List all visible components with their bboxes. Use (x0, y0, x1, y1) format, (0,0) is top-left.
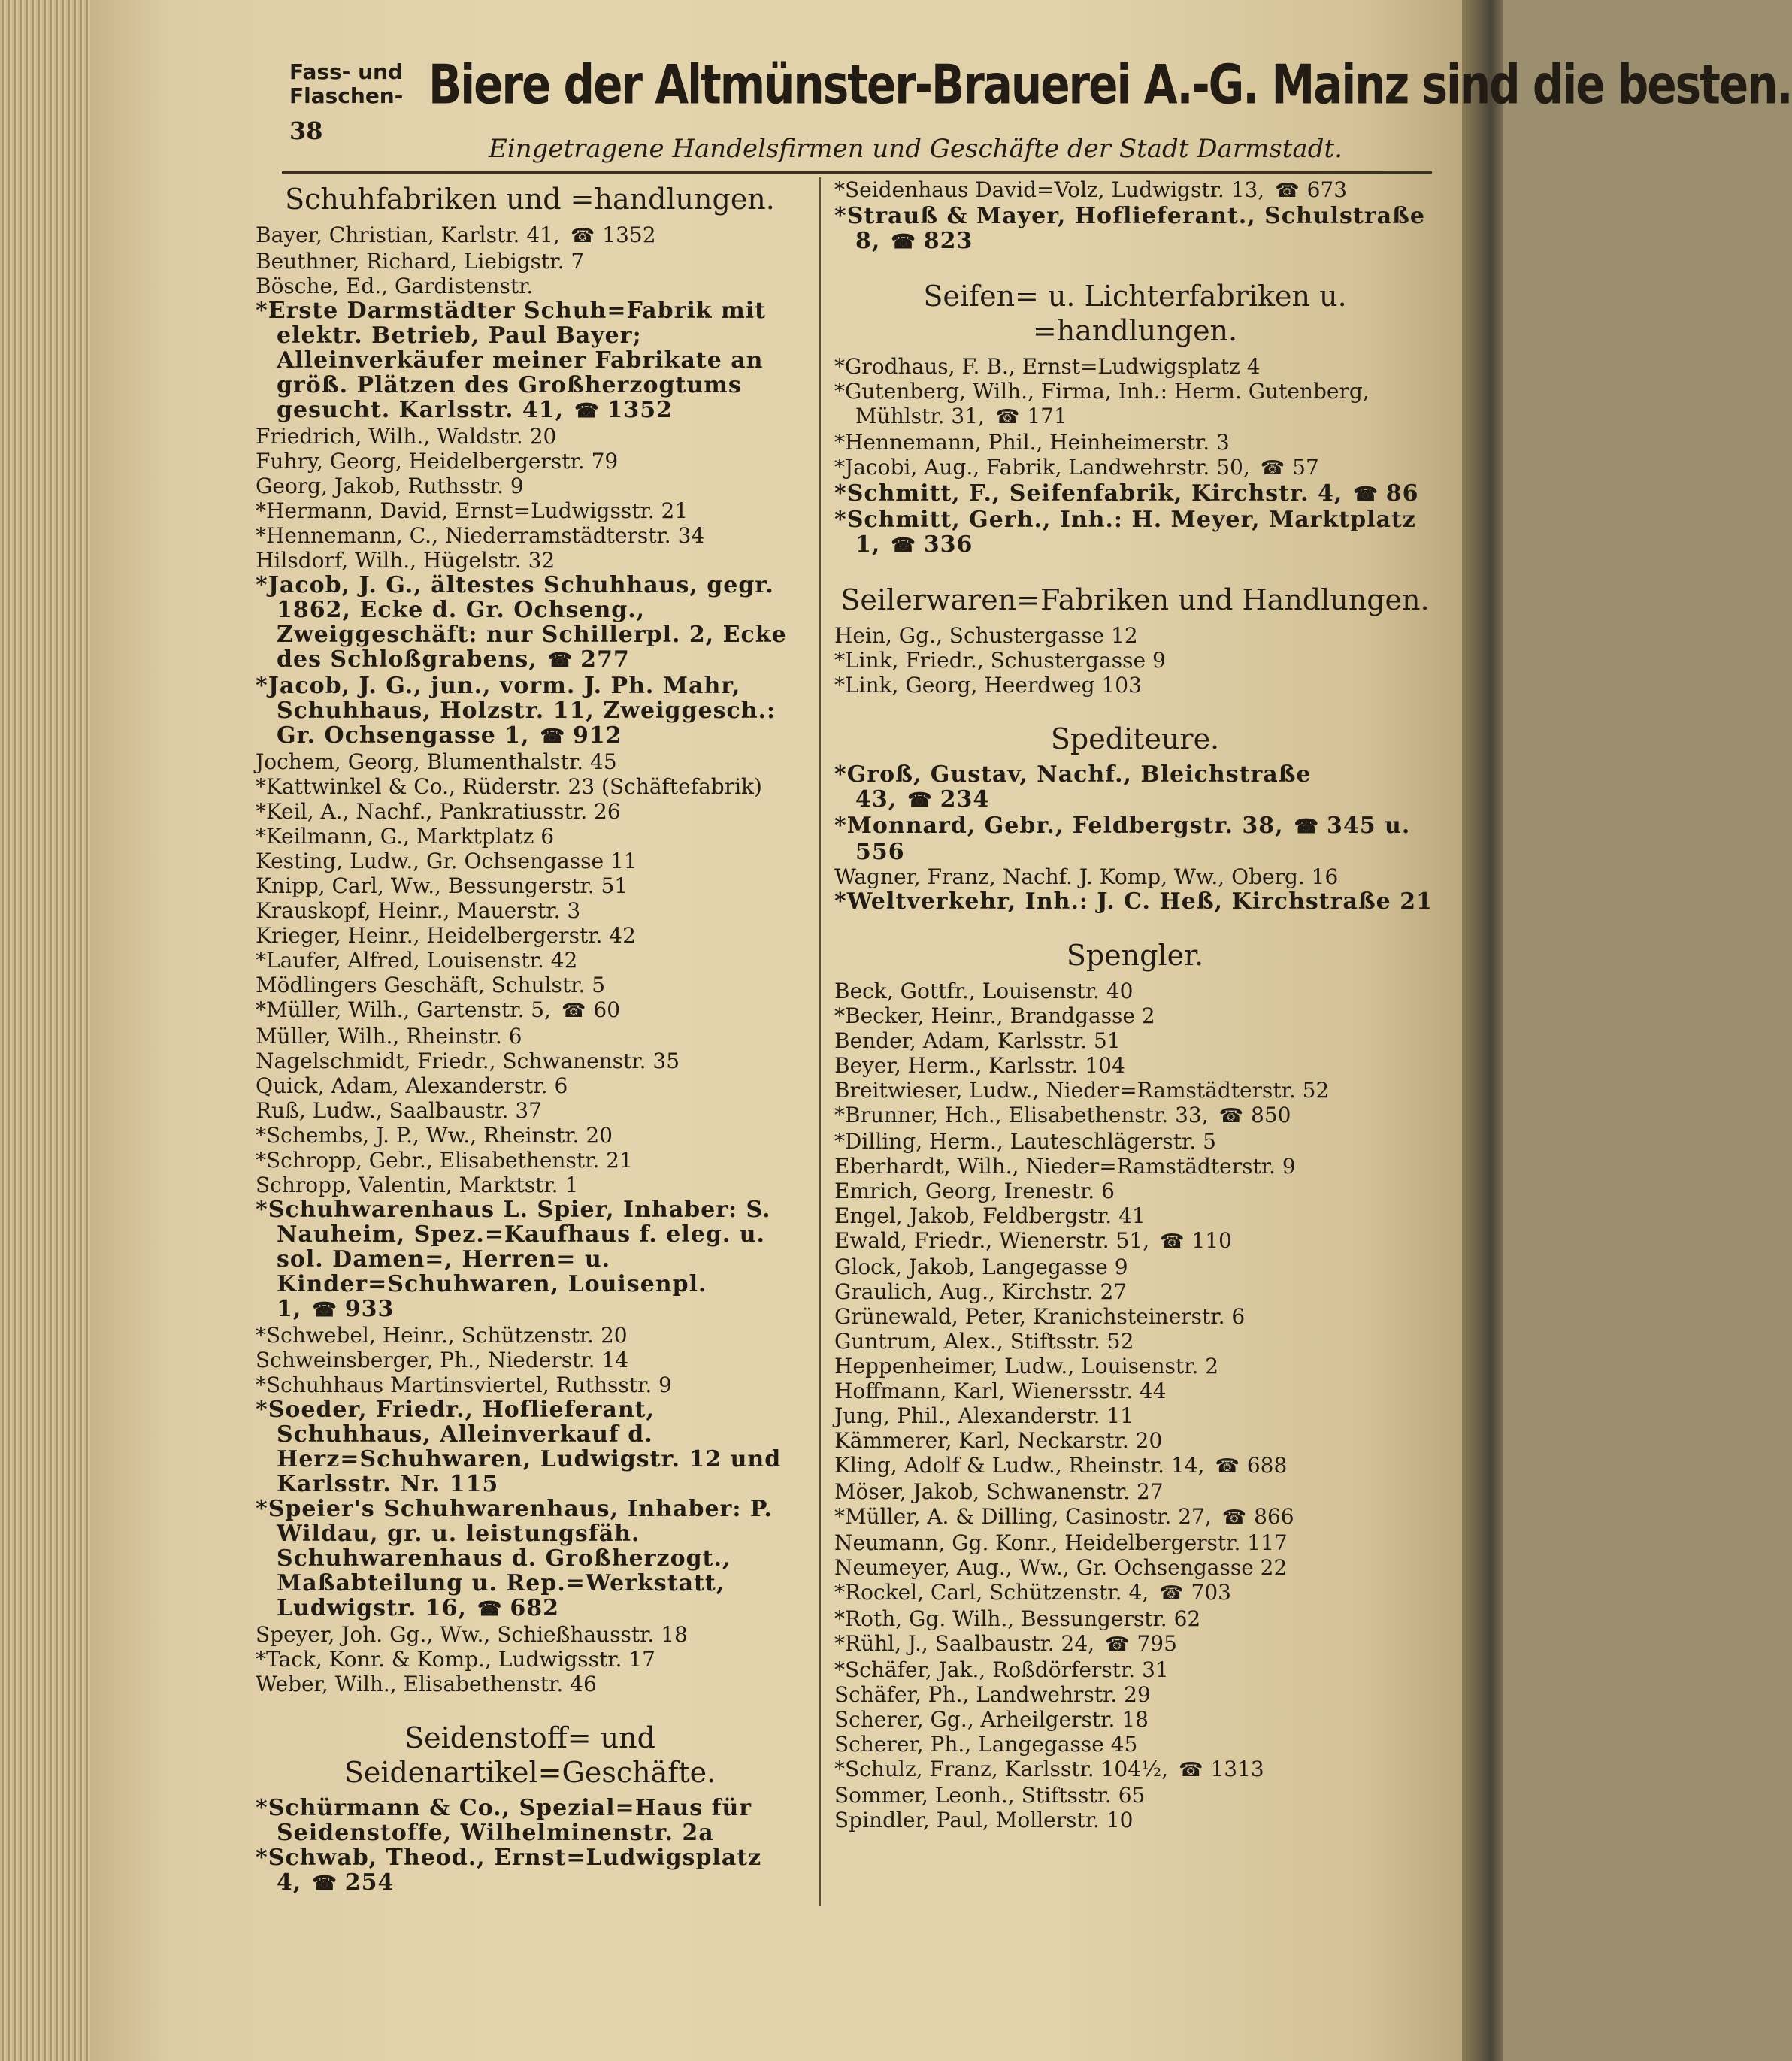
telephone-number: ☎ 933 (301, 1296, 394, 1322)
directory-entry (834, 1379, 1436, 1403)
section-heading: Seilerwaren=Fabriken und Handlungen. (840, 583, 1430, 616)
directory-entry (834, 1053, 1436, 1078)
brewery-advertisement: Biere der Altmünster-Brauerei A.-G. Mainz sind die besten. (428, 53, 1792, 117)
entry-text: Emrich, Georg, Irenestr. 6 (834, 1179, 1115, 1203)
entry-text: Grünewald, Peter, Kranichsteinerstr. 6 (834, 1304, 1246, 1329)
directory-entry (834, 1428, 1436, 1453)
entry-text: Schweinsberger, Ph., Niederstr. 14 (256, 1348, 629, 1372)
directory-entry (834, 1783, 1436, 1808)
telephone-number: ☎ 345 u. 556 (855, 813, 1410, 865)
directory-entry (834, 1403, 1436, 1428)
directory-entry (834, 1606, 1436, 1631)
section-heading: Seidenstoff= und Seidenartikel=Geschäfte. (344, 1721, 716, 1789)
directory-entry (834, 177, 1436, 204)
directory-entry (256, 898, 804, 923)
entry-text: *Laufer, Alfred, Louisenstr. 42 (256, 948, 578, 973)
entry-text: Schropp, Valentin, Marktstr. 1 (256, 1173, 579, 1197)
entry-text: Hilsdorf, Wilh., Hügelstr. 32 (256, 548, 555, 573)
telephone-number: ☎ 682 (467, 1595, 559, 1621)
entry-text: *Rockel, Carl, Schützenstr. 4, (834, 1580, 1149, 1605)
directory-entry (256, 1123, 804, 1148)
entry-text: *Seidenhaus David=Volz, Ludwigstr. 13, (834, 177, 1265, 202)
entry-text: *Grodhaus, F. B., Ernst=Ludwigsplatz 4 (834, 354, 1261, 379)
directory-entry (834, 481, 1436, 507)
directory-entry (834, 1808, 1436, 1833)
directory-entry (256, 997, 804, 1024)
entry-text: Ewald, Friedr., Wienerstr. 51, (834, 1228, 1150, 1253)
telephone-number: ☎ 1313 (1168, 1757, 1264, 1781)
entry-text: *Schmitt, F., Seifenfabrik, Kirchstr. 4, (834, 480, 1343, 507)
header-rule (282, 171, 1432, 174)
directory-entry (834, 1279, 1436, 1304)
telephone-number: ☎ 795 (1094, 1631, 1177, 1656)
entry-text: *Müller, Wilh., Gartenstr. 5, (256, 997, 551, 1022)
entry-text: Graulich, Aug., Kirchstr. 27 (834, 1279, 1128, 1304)
entry-text: *Hennemann, Phil., Heinheimerstr. 3 (834, 430, 1230, 455)
directory-entry (834, 1354, 1436, 1379)
section-heading: Spediteure. (1050, 722, 1220, 755)
directory-entry (834, 1631, 1436, 1657)
entry-text: Heppenheimer, Ludw., Louisenstr. 2 (834, 1354, 1219, 1379)
directory-entry (834, 455, 1436, 481)
telephone-number: ☎ 866 (1212, 1504, 1294, 1529)
telephone-number: ☎ 703 (1149, 1580, 1231, 1605)
directory-entry (834, 813, 1436, 864)
directory-entry (256, 498, 804, 523)
directory-entry (834, 673, 1436, 698)
entry-text: *Kattwinkel & Co., Rüderstr. 23 (Schäftefabrik) (256, 774, 762, 799)
entry-text: Schäfer, Ph., Landwehrstr. 29 (834, 1682, 1151, 1707)
entry-text: *Groß, Gustav, Nachf., Bleichstraße 43, (834, 761, 1312, 813)
entry-text: *Link, Friedr., Schustergasse 9 (834, 648, 1166, 673)
directory-entry (256, 774, 804, 799)
entry-text: Engel, Jakob, Feldbergstr. 41 (834, 1203, 1146, 1228)
entry-text: *Keilmann, G., Marktplatz 6 (256, 824, 555, 849)
directory-entry (256, 1372, 804, 1397)
directory-entry (256, 799, 804, 824)
entry-text: *Jacobi, Aug., Fabrik, Landwehrstr. 50, (834, 455, 1250, 480)
directory-entry (256, 449, 804, 474)
directory-entry (834, 1479, 1436, 1504)
entry-text: Scherer, Gg., Arheilgerstr. 18 (834, 1707, 1149, 1732)
directory-entry (834, 1657, 1436, 1682)
entry-text: Weber, Wilh., Elisabethenstr. 46 (256, 1672, 597, 1696)
directory-entry (834, 762, 1436, 813)
section-gap (834, 255, 1436, 274)
directory-entry (834, 1757, 1436, 1783)
directory-entry (834, 354, 1436, 379)
telephone-number: ☎ 1352 (560, 222, 656, 247)
directory-entry (256, 1024, 804, 1049)
directory-entry (834, 1203, 1436, 1228)
entry-text: *Erste Darmstädter Schuh=Fabrik mit elektr. Betrieb, Paul Bayer; Alleinverkäufer meiner Fabrikate an größ. Plätzen des Großherzogtums gesucht. Karlsstr. 41, (256, 298, 767, 423)
entry-text: Müller, Wilh., Rheinstr. 6 (256, 1024, 522, 1049)
entry-text: *Schuhhaus Martinsviertel, Ruthsstr. 9 (256, 1372, 672, 1397)
directory-entry (256, 1796, 804, 1845)
telephone-number: ☎ 86 (1342, 480, 1418, 507)
entry-text: Friedrich, Wilh., Waldstr. 20 (256, 424, 557, 449)
entry-text: Hoffmann, Karl, Wienersstr. 44 (834, 1379, 1167, 1403)
directory-entry (256, 222, 804, 249)
section-heading: Spengler. (1066, 939, 1204, 972)
directory-entry (834, 1103, 1436, 1129)
telephone-number: ☎ 688 (1204, 1453, 1287, 1478)
entry-text: Bösche, Ed., Gardistenstr. (256, 274, 534, 298)
directory-entry (834, 1003, 1436, 1028)
entry-text: *Soeder, Friedr., Hoflieferant, Schuhhaus, Alleinverkauf d. Herz=Schuhwaren, Ludwigstr. 12 und Karlsstr. Nr. 115 (256, 1397, 782, 1497)
page-header (289, 45, 1792, 173)
column-divider (819, 177, 821, 1906)
entry-text: Krauskopf, Heinr., Mauerstr. 3 (256, 898, 581, 923)
directory-entry (834, 1154, 1436, 1179)
entry-text: Breitwieser, Ludw., Nieder=Ramstädterstr. 52 (834, 1078, 1330, 1103)
telephone-number: ☎ 60 (551, 997, 620, 1022)
entry-text: Speyer, Joh. Gg., Ww., Schießhausstr. 18 (256, 1622, 688, 1647)
entry-text: *Speier's Schuhwarenhaus, Inhaber: P. Wildau, gr. u. leistungsfäh. Schuhwarenhaus d. Großherzogt., Maßabteilung u. Rep.=Werkstatt, Ludwigstr. 16, (256, 1496, 773, 1621)
directory-entry (834, 1078, 1436, 1103)
directory-entry (256, 1647, 804, 1672)
entry-text: *Hermann, David, Ernst=Ludwigsstr. 21 (256, 498, 689, 523)
entry-text: *Gutenberg, Wilh., Firma, Inh.: Herm. Gutenberg, Mühlstr. 31, (834, 379, 1370, 428)
entry-text: *Schmitt, Gerh., Inh.: H. Meyer, Marktplatz 1, (834, 507, 1416, 558)
telephone-number: ☎ 1352 (564, 397, 673, 423)
entry-text: Jung, Phil., Alexanderstr. 11 (834, 1403, 1134, 1428)
directory-entry (834, 1504, 1436, 1530)
directory-entry (834, 623, 1436, 648)
entry-text: Beyer, Herm., Karlsstr. 104 (834, 1053, 1125, 1078)
entry-text: Spindler, Paul, Mollerstr. 10 (834, 1808, 1134, 1833)
header-left-label: Fass- und Flaschen- (289, 59, 404, 108)
directory-entry (256, 1397, 804, 1497)
directory-entry (256, 849, 804, 873)
directory-entry (256, 1197, 804, 1323)
entry-text: Ruß, Ludw., Saalbaustr. 37 (256, 1098, 543, 1123)
directory-entry (834, 1707, 1436, 1732)
telephone-number: ☎ 823 (880, 228, 973, 254)
entry-text: *Schürmann & Co., Spezial=Haus für Seidenstoffe, Wilhelminenstr. 2a (256, 1795, 752, 1846)
entry-text: Kesting, Ludw., Gr. Ochsengasse 11 (256, 849, 637, 873)
entry-text: Glock, Jakob, Langegasse 9 (834, 1254, 1128, 1279)
directory-entry (256, 548, 804, 573)
directory-entry (834, 1453, 1436, 1479)
entry-text: *Becker, Heinr., Brandgasse 2 (834, 1003, 1155, 1028)
directory-entry (256, 1073, 804, 1098)
directory-entry (256, 1622, 804, 1647)
directory-entry (834, 1732, 1436, 1757)
entry-text: *Schuhwarenhaus L. Spier, Inhaber: S. Nauheim, Spez.=Kaufhaus f. eleg. u. sol. Damen=, Herren= u. Kinder=Schuhwaren, Louisenpl. 1, (256, 1197, 771, 1322)
directory-entry (834, 1179, 1436, 1203)
directory-entry (834, 1329, 1436, 1354)
entry-text: *Weltverkehr, Inh.: J. C. Heß, Kirchstraße 21 (834, 888, 1433, 915)
entry-text: *Brunner, Hch., Elisabethenstr. 33, (834, 1103, 1209, 1127)
directory-entry (256, 298, 804, 424)
entry-text: Hein, Gg., Schustergasse 12 (834, 623, 1138, 648)
directory-entry (834, 979, 1436, 1003)
directory-entry (834, 1028, 1436, 1053)
entry-text: *Strauß & Mayer, Hoflieferant., Schulstraße 8, (834, 203, 1425, 254)
entry-text: *Dilling, Herm., Lauteschlägerstr. 5 (834, 1129, 1216, 1154)
telephone-number: ☎ 254 (301, 1869, 394, 1896)
telephone-number: ☎ 57 (1250, 455, 1319, 480)
directory-entry (834, 1228, 1436, 1254)
entry-text: *Monnard, Gebr., Feldbergstr. 38, (834, 813, 1284, 839)
left-column (256, 177, 804, 1896)
page-subtitle: Eingetragene Handelsfirmen und Geschäfte der Stadt Darmstadt. (489, 134, 1342, 164)
directory-entry (256, 573, 804, 673)
directory-entry (834, 1580, 1436, 1606)
section-gap (834, 914, 1436, 934)
entry-text: Nagelschmidt, Friedr., Schwanenstr. 35 (256, 1049, 680, 1073)
telephone-number: ☎ 171 (985, 404, 1067, 428)
section-gap (256, 1696, 804, 1716)
directory-entry (834, 430, 1436, 455)
entry-text: *Tack, Konr. & Komp., Ludwigsstr. 17 (256, 1647, 655, 1672)
directory-entry (256, 1173, 804, 1197)
entry-text: Georg, Jakob, Ruthsstr. 9 (256, 474, 524, 498)
directory-entry (834, 1304, 1436, 1329)
directory-entry (256, 274, 804, 298)
directory-entry (256, 1148, 804, 1173)
entry-text: Neumeyer, Aug., Ww., Gr. Ochsengasse 22 (834, 1555, 1288, 1580)
entry-text: Bender, Adam, Karlsstr. 51 (834, 1028, 1121, 1053)
section-gap (834, 698, 1436, 717)
entry-text: Möser, Jakob, Schwanenstr. 27 (834, 1479, 1164, 1504)
entry-text: *Schembs, J. P., Ww., Rheinstr. 20 (256, 1123, 613, 1148)
directory-entry (834, 1555, 1436, 1580)
telephone-number: ☎ 336 (880, 531, 973, 558)
entry-text: *Schäfer, Jak., Roßdörferstr. 31 (834, 1657, 1169, 1682)
entry-text: Bayer, Christian, Karlstr. 41, (256, 222, 560, 247)
page-number: 38 (289, 117, 323, 145)
entry-text: Neumann, Gg. Konr., Heidelbergerstr. 117 (834, 1530, 1288, 1555)
directory-entry (834, 379, 1436, 430)
right-column (834, 177, 1436, 1833)
entry-text: Eberhardt, Wilh., Nieder=Ramstädterstr. 9 (834, 1154, 1296, 1179)
entry-text: Kling, Adolf & Ludw., Rheinstr. 14, (834, 1453, 1205, 1478)
directory-entry (256, 1497, 804, 1622)
entry-text: Beck, Gottfr., Louisenstr. 40 (834, 979, 1134, 1003)
directory-entry (834, 204, 1436, 255)
entry-text: *Schulz, Franz, Karlsstr. 104½, (834, 1757, 1169, 1781)
telephone-number: ☎ 277 (537, 646, 630, 673)
entry-text: Scherer, Ph., Langegasse 45 (834, 1732, 1138, 1757)
entry-text: Wagner, Franz, Nachf. J. Komp, Ww., Oberg. 16 (834, 864, 1339, 889)
entry-text: *Jacob, J. G., ältestes Schuhhaus, gegr. 1862, Ecke d. Gr. Ochseng., Zweiggeschäft: nur Schillerpl. 2, Ecke des Schloßgrabens, (256, 572, 787, 673)
entry-text: *Jacob, J. G., jun., vorm. J. Ph. Mahr, Schuhhaus, Holzstr. 11, Zweiggesch.: Gr. Ochsengasse 1, (256, 673, 776, 749)
directory-entry (256, 673, 804, 749)
telephone-number: ☎ 110 (1149, 1228, 1232, 1253)
directory-entry (256, 923, 804, 948)
entry-text: Mödlingers Geschäft, Schulstr. 5 (256, 973, 606, 997)
entry-text: Beuthner, Richard, Liebigstr. 7 (256, 249, 585, 274)
directory-entry (834, 1682, 1436, 1707)
entry-text: *Keil, A., Nachf., Pankratiusstr. 26 (256, 799, 621, 824)
telephone-number: ☎ 850 (1209, 1103, 1291, 1127)
directory-entry (834, 507, 1436, 558)
directory-entry (256, 873, 804, 898)
telephone-number: ☎ 912 (530, 722, 622, 749)
directory-entry (256, 523, 804, 548)
directory-entry (256, 1049, 804, 1073)
section-heading: Seifen= u. Lichterfabriken u. =handlungen. (923, 280, 1347, 347)
entry-text: Kämmerer, Karl, Neckarstr. 20 (834, 1428, 1163, 1453)
entry-text: Sommer, Leonh., Stiftsstr. 65 (834, 1783, 1146, 1808)
directory-entry (256, 1348, 804, 1372)
directory-entry (834, 1254, 1436, 1279)
directory-entry (834, 889, 1436, 914)
directory-entry (256, 749, 804, 774)
entry-text: *Roth, Gg. Wilh., Bessungerstr. 62 (834, 1606, 1201, 1631)
directory-entry (834, 864, 1436, 889)
section-gap (834, 558, 1436, 578)
directory-entry (256, 1098, 804, 1123)
entry-text: Knipp, Carl, Ww., Bessungerstr. 51 (256, 873, 628, 898)
entry-text: *Schwab, Theod., Ernst=Ludwigsplatz 4, (256, 1845, 762, 1896)
directory-entry (256, 424, 804, 449)
entry-text: Fuhry, Georg, Heidelbergerstr. 79 (256, 449, 619, 474)
telephone-number: ☎ 673 (1264, 177, 1347, 202)
directory-entry (834, 648, 1436, 673)
book-binding-right (1462, 0, 1503, 2061)
directory-entry (256, 824, 804, 849)
directory-entry (256, 1845, 804, 1896)
directory-entry (834, 1530, 1436, 1555)
entry-text: *Schwebel, Heinr., Schützenstr. 20 (256, 1323, 628, 1348)
entry-text: *Link, Georg, Heerdweg 103 (834, 673, 1142, 698)
section-heading: Schuhfabriken und =handlungen. (285, 183, 775, 216)
entry-text: Guntrum, Alex., Stiftsstr. 52 (834, 1329, 1134, 1354)
entry-text: Jochem, Georg, Blumenthalstr. 45 (256, 749, 617, 774)
directory-entry (256, 948, 804, 973)
directory-entry (256, 973, 804, 997)
entry-text: Quick, Adam, Alexanderstr. 6 (256, 1073, 568, 1098)
directory-entry (256, 249, 804, 274)
entry-text: *Rühl, J., Saalbaustr. 24, (834, 1631, 1095, 1656)
entry-text: *Schropp, Gebr., Elisabethenstr. 21 (256, 1148, 633, 1173)
directory-entry (256, 1672, 804, 1696)
directory-entry (834, 1129, 1436, 1154)
telephone-number: ☎ 234 (897, 786, 989, 813)
directory-entry (256, 1323, 804, 1348)
entry-text: *Hennemann, C., Niederramstädterstr. 34 (256, 523, 705, 548)
directory-entry (256, 474, 804, 498)
entry-text: *Müller, A. & Dilling, Casinostr. 27, (834, 1504, 1212, 1529)
entry-text: Krieger, Heinr., Heidelbergerstr. 42 (256, 923, 636, 948)
